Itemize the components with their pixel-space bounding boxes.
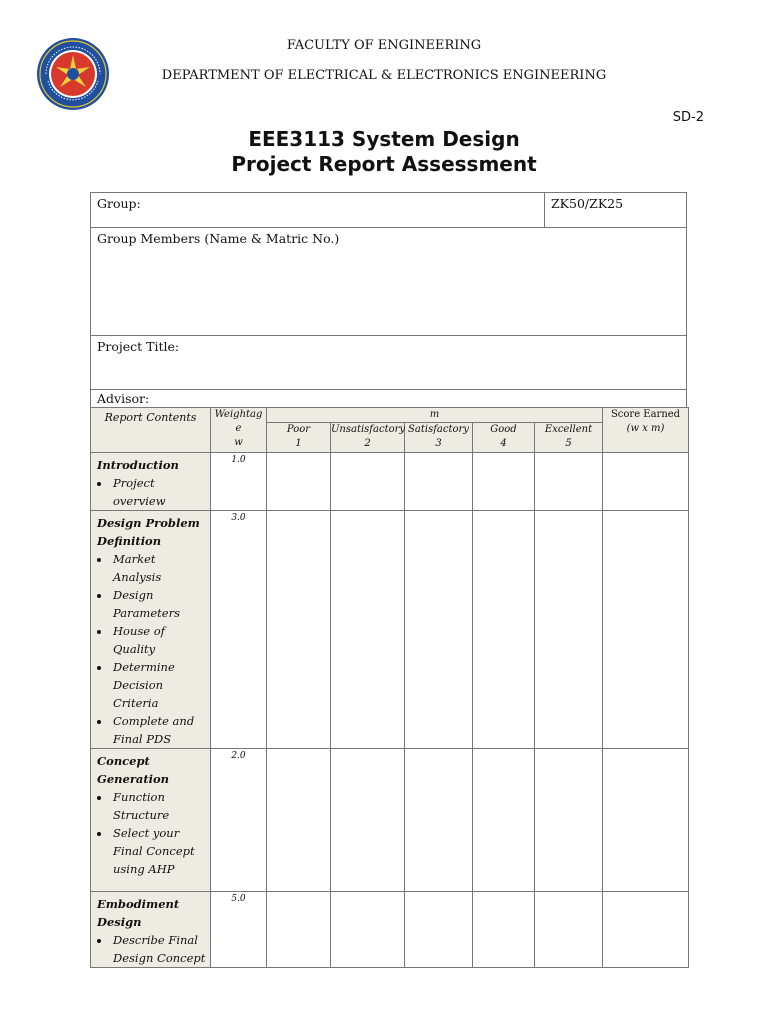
list-item: • Market Analysis: [111, 550, 206, 586]
score-cell[interactable]: [473, 453, 535, 511]
score-cell[interactable]: [473, 749, 535, 892]
score-cell[interactable]: [331, 511, 405, 749]
rating-unsatisfactory: Unsatisfactory 2: [331, 423, 405, 453]
list-item: • Project overview: [111, 474, 206, 510]
score-earned-cell[interactable]: [603, 511, 689, 749]
group-divider: [544, 193, 545, 227]
list-item: • Describe Final Design Concept: [111, 931, 206, 967]
weight-value: 5.0: [211, 892, 267, 968]
section-design-problem-definition: Design Problem Definition • Market Analysis • Design Parameters • House of Quality • Determine Decision Criteria • Complete and Final PDS: [91, 511, 211, 749]
list-item: • Determine Decision Criteria: [111, 658, 206, 712]
section-concept-generation: Concept Generation • Function Structure • Select your Final Concept using AHP: [91, 749, 211, 892]
rating-good: Good 4: [473, 423, 535, 453]
rating-satisfactory: Satisfactory 3: [405, 423, 473, 453]
section-embodiment-design: Embodiment Design • Describe Final Design Concept: [91, 892, 211, 968]
score-cell[interactable]: [535, 892, 603, 968]
document-subtitle: Project Report Assessment: [231, 152, 537, 176]
score-cell[interactable]: [405, 453, 473, 511]
table-row: [91, 453, 689, 511]
score-cell[interactable]: [405, 892, 473, 968]
cohort-code: ZK50/ZK25: [551, 196, 624, 211]
section-introduction: Introduction • Project overview: [91, 453, 211, 511]
score-cell[interactable]: [331, 892, 405, 968]
score-cell[interactable]: [405, 511, 473, 749]
advisor-box: [90, 389, 687, 408]
score-cell[interactable]: [267, 892, 331, 968]
group-members-label: Group Members (Name & Matric No.): [97, 231, 340, 246]
weight-value: 2.0: [211, 749, 267, 892]
list-item: • Select your Final Concept using AHP: [111, 824, 206, 878]
weight-value: 1.0: [211, 453, 267, 511]
header-m: m: [267, 408, 603, 423]
score-earned-cell[interactable]: [603, 892, 689, 968]
rating-poor: Poor 1: [267, 423, 331, 453]
group-row: [90, 192, 687, 228]
score-cell[interactable]: [267, 453, 331, 511]
group-label: Group:: [97, 196, 141, 211]
rating-excellent: Excellent 5: [535, 423, 603, 453]
score-cell[interactable]: [331, 749, 405, 892]
list-item: • Function Structure: [111, 788, 206, 824]
score-earned-cell[interactable]: [603, 749, 689, 892]
score-cell[interactable]: [405, 749, 473, 892]
advisor-label: Advisor:: [97, 391, 150, 406]
group-members-box: [90, 227, 687, 336]
project-title-box: [90, 335, 687, 390]
score-cell[interactable]: [535, 749, 603, 892]
header-score-earned: Score Earned (w x m): [603, 408, 689, 453]
score-cell[interactable]: [535, 453, 603, 511]
faculty-heading: FACULTY OF ENGINEERING: [286, 38, 482, 53]
score-cell[interactable]: [535, 511, 603, 749]
score-cell[interactable]: [267, 511, 331, 749]
header-report-contents: Report Contents: [91, 408, 211, 453]
list-item: • Design Parameters: [111, 586, 206, 622]
form-code: SD-2: [672, 110, 704, 125]
score-earned-cell[interactable]: [603, 453, 689, 511]
table-row: [91, 749, 689, 892]
score-cell[interactable]: [267, 749, 331, 892]
score-cell[interactable]: [473, 511, 535, 749]
assessment-table: [90, 407, 689, 968]
list-item: • Complete and Final PDS: [111, 712, 206, 748]
score-cell[interactable]: [473, 892, 535, 968]
department-heading: DEPARTMENT OF ELECTRICAL & ELECTRONICS ENGINEERING: [161, 68, 607, 83]
score-cell[interactable]: [331, 453, 405, 511]
list-item: • House of Quality: [111, 622, 206, 658]
document-title: EEE3113 System Design: [248, 127, 520, 151]
table-row: [91, 511, 689, 749]
table-row: [91, 892, 689, 968]
project-title-label: Project Title:: [97, 339, 180, 354]
header-weightage: Weightag e w: [211, 408, 267, 453]
weight-value: 3.0: [211, 511, 267, 749]
